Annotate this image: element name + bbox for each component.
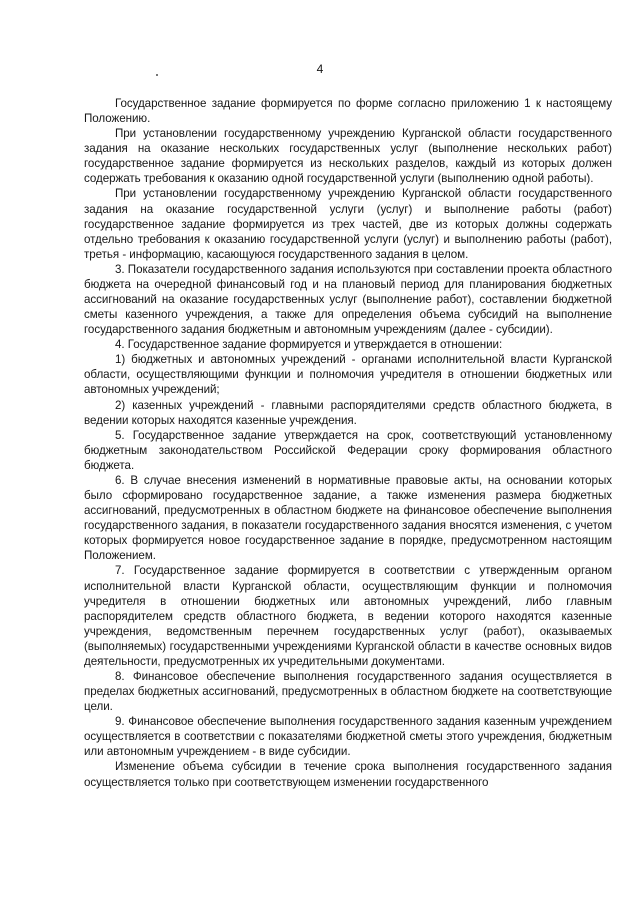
paragraph-several-services: При установлении государственному учреждению Курганской области государственного задания на оказание нескольких государственных услуг (выполнение нескольких работ) государственное задание формируется из нескольких разделов, каждый из которых должен содержать требования к оказанию одной государственной услуги (выполнению одной работы).: [84, 127, 612, 186]
paragraph-item-3: 3. Показатели государственного задания используются при составлении проекта областного бюджета на очередной финансовый год и на плановый период для планирования бюджетных ассигнований на оказание государственных услуг (выполнение работ), составлении бюджетной сметы казенного учреждения, а также для определения объема субсидий на выполнение государственного задания бюджетным и автономным учреждениям (далее - субсидии).: [84, 262, 612, 337]
paragraph-item-6: 6. В случае внесения изменений в нормативные правовые акты, на основании которых было сформировано государственное задание, а также изменения размера бюджетных ассигнований, предусмотренных в областном бюджете на финансовое обеспечение выполнения государственного задания, в показатели государственного задания вносятся изменения, с учетом которых формируется новое государственное задание в порядке, предусмотренном настоящим Положением.: [84, 473, 612, 563]
paragraph-subsidy-change: Изменение объема субсидии в течение срока выполнения государственного задания осуществляется только при соответствующем изменении государственного: [84, 760, 612, 789]
document-body: [84, 96, 612, 790]
page-number: 4: [316, 62, 324, 76]
paragraph-item-4-2: 2) казенных учреждений - главными распорядителями средств областного бюджета, в ведении которых находятся казенные учреждения.: [84, 398, 612, 427]
paragraph-item-7: 7. Государственное задание формируется в соответствии с утвержденным органом исполнительной власти Курганской области, осуществляющим функции и полномочия учредителя в отношении бюджетных или автономных учреждений, либо главным распорядителем средств областного бюджета, в ведении которого находятся казенные учреждения, ведомственным перечнем государственных услуг (работ), оказываемых (выполняемых) государственными учреждениями Курганской области в качестве основных видов деятельности, предусмотренных их учредительными документами.: [84, 564, 612, 668]
paragraph-item-4: 4. Государственное задание формируется и утверждается в отношении:: [115, 338, 503, 352]
scan-speck: [156, 74, 158, 76]
paragraph-item-9: 9. Финансовое обеспечение выполнения государственного задания казенным учреждением осуществляется в соответствии с показателями бюджетной сметы этого учреждения, бюджетным или автономным учреждением - в виде субсидии.: [84, 715, 612, 759]
paragraph-item-8: 8. Финансовое обеспечение выполнения государственного задания осуществляется в пределах бюджетных ассигнований, предусмотренных в областном бюджете на соответствующие цели.: [84, 669, 612, 714]
paragraph-item-5: 5. Государственное задание утверждается на срок, соответствующий установленному бюджетным законодательством Российской Федерации сроку формирования областного бюджета.: [84, 428, 612, 472]
paragraph-services-and-works: При установлении государственному учреждению Курганской области государственного задания на оказание государственной услуги (услуг) и выполнение работы (работ) государственное задание формируется из трех частей, две из которых должны содержать отдельно требования к оказанию государственной услуги (услуг) и выполнению работы (работ), третья - информацию, касающуюся государственного задания в целом.: [84, 187, 612, 261]
paragraph-item-4-1: 1) бюджетных и автономных учреждений - органами исполнительной власти Курганской области, осуществляющими функции и полномочия учредителя в отношении бюджетных или автономных учреждений;: [84, 353, 612, 397]
paragraph-form-reference: Государственное задание формируется по форме согласно приложению 1 к настоящему Положению.: [84, 97, 612, 126]
